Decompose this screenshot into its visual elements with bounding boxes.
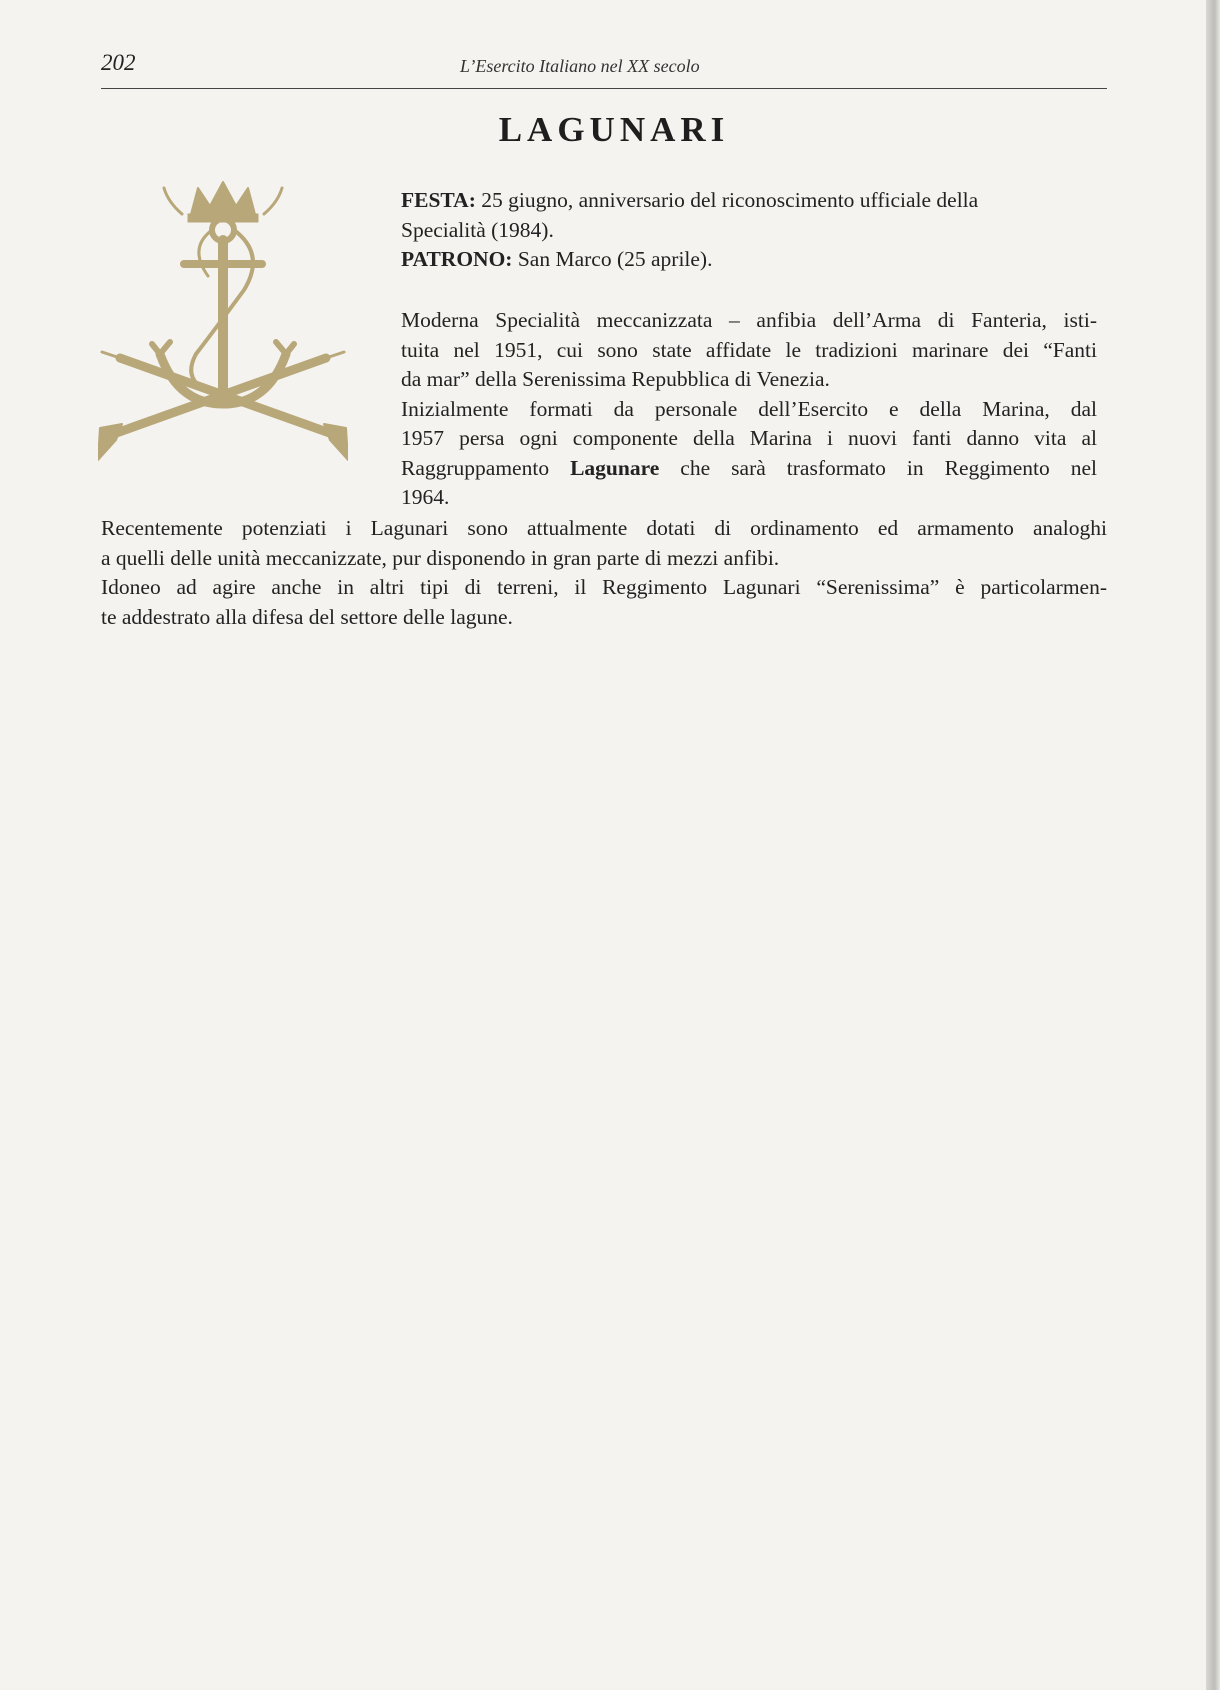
feast-label: FESTA: xyxy=(401,188,476,212)
paragraph-line: 1964. xyxy=(401,485,450,509)
feast-text: 25 giugno, anniversario del riconoscimento ufficiale della xyxy=(475,188,979,212)
paragraph-line: Recentemente potenziati i Lagunari sono attualmente dotati di ordinamento ed armamento analoghi xyxy=(101,516,1107,540)
description-paragraph-1 xyxy=(401,306,1097,395)
patron-line xyxy=(401,245,1091,275)
paragraph-line: 1957 persa ogni componente della Marina i nuovi fanti danno vita al xyxy=(401,426,1097,450)
paragraph-line: te addestrato alla difesa del settore delle lagune. xyxy=(101,604,513,629)
feast-patron-block xyxy=(401,186,1091,275)
paragraph-line: Inizialmente formati da personale dell’Esercito e della Marina, dal xyxy=(401,396,1097,421)
header-rule xyxy=(101,88,1107,89)
paragraph-line xyxy=(401,454,1097,484)
body-paragraph-2 xyxy=(101,573,1107,632)
paragraph-line: Moderna Specialità meccanizzata – anfibia dell’Arma di Fanteria, isti- xyxy=(401,308,1097,332)
page-edge xyxy=(1206,0,1220,1690)
patron-label: PATRONO: xyxy=(401,247,513,271)
paragraph-line: a quelli delle unità meccanizzate, pur disponendo in gran parte di mezzi anfibi. xyxy=(101,545,780,570)
running-title: L’Esercito Italiano nel XX secolo xyxy=(460,56,700,76)
feast-line-2: Specialità (1984). xyxy=(401,217,554,242)
anchor-emblem-icon xyxy=(98,178,348,468)
description-paragraph-2 xyxy=(401,395,1097,513)
page-number: 202 xyxy=(101,50,136,75)
body-block xyxy=(101,514,1107,632)
body-paragraph-1 xyxy=(101,514,1107,573)
paragraph-line: tuita nel 1951, cui sono state affidate le tradizioni marinare dei “Fanti xyxy=(401,337,1097,362)
description-block xyxy=(401,306,1097,513)
paragraph-line: da mar” della Serenissima Repubblica di Venezia. xyxy=(401,367,830,391)
inline-text: Raggruppamento xyxy=(401,455,571,480)
page-title: LAGUNARI xyxy=(498,110,730,149)
inline-bold-text: Lagunare xyxy=(570,455,660,480)
paragraph-line: Idoneo ad agire anche in altri tipi di terreni, il Reggimento Lagunari “Serenissima” è particolarmen- xyxy=(101,575,1107,599)
patron-text: San Marco (25 aprile). xyxy=(512,247,713,271)
inline-text: che sarà trasformato in Reggimento nel xyxy=(659,455,1097,480)
feast-line xyxy=(401,186,1091,216)
